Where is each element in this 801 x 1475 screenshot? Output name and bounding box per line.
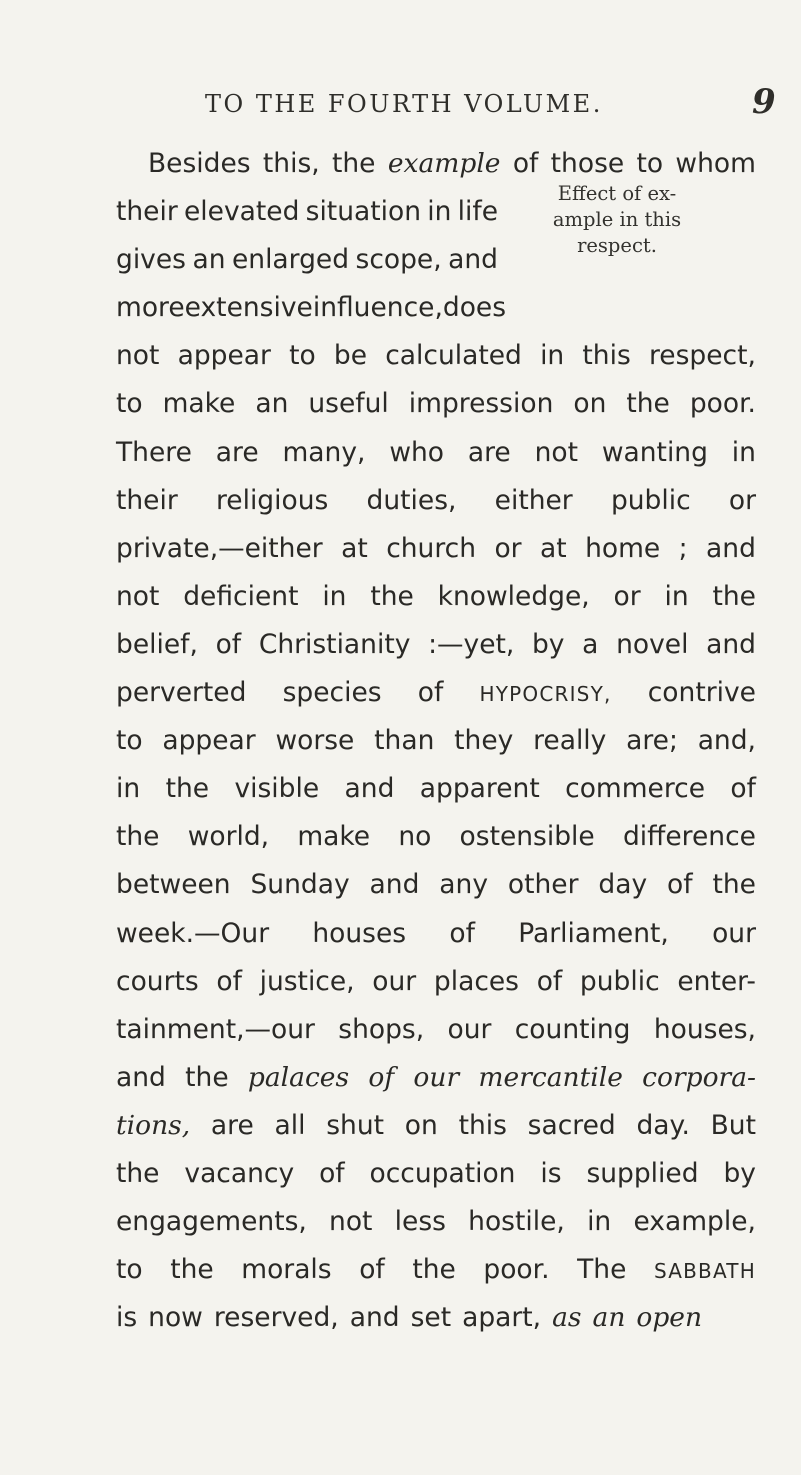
text-line [116, 1246, 756, 1294]
word: on [573, 388, 607, 420]
word: deficient [183, 580, 299, 612]
word: our [447, 1013, 492, 1045]
word: in [731, 436, 756, 468]
word: of [667, 869, 693, 901]
word: the [370, 580, 414, 612]
word: and [706, 628, 756, 660]
word: worse [275, 725, 355, 757]
word: apart, [462, 1302, 542, 1334]
word: counting [514, 1013, 631, 1045]
word: contrive [647, 677, 756, 709]
word: situation [305, 196, 421, 228]
margin-note-line: ample in this [552, 208, 682, 231]
word: in [427, 196, 452, 228]
word: be [333, 340, 368, 372]
word: those [550, 148, 625, 179]
word: are [215, 436, 259, 468]
word: all [274, 1109, 306, 1141]
word: calculated [385, 340, 522, 372]
word: SABBATH [653, 1259, 756, 1284]
text-line [116, 477, 756, 525]
margin-note-line: Effect of ex- [557, 182, 677, 205]
word: gives [116, 244, 186, 276]
word: knowledge, [437, 580, 590, 612]
word: occupation [369, 1157, 516, 1189]
word: courts [116, 965, 199, 997]
word: and [448, 244, 498, 276]
word: an [592, 1302, 626, 1334]
word: engagements, [116, 1206, 307, 1238]
word: not [329, 1206, 373, 1238]
word: useful [308, 388, 389, 420]
word: difference [622, 821, 756, 853]
word: extensive [184, 292, 313, 324]
text-line [116, 1150, 756, 1198]
word: and [349, 1302, 400, 1334]
word: this [582, 340, 631, 372]
word: duties, [366, 484, 457, 516]
word: :—yet, [428, 628, 515, 660]
word: make [162, 388, 236, 420]
text-line [116, 765, 756, 813]
word: of [216, 965, 242, 997]
word: in [664, 580, 689, 612]
word: shops, [338, 1013, 425, 1045]
text-line [116, 573, 756, 621]
word: impression [408, 388, 554, 420]
word: in [540, 340, 565, 372]
word: their [116, 484, 178, 516]
word: world, [187, 821, 270, 853]
word: hostile, [468, 1206, 565, 1238]
word: any [439, 869, 488, 901]
text-line [116, 140, 756, 188]
word: between [116, 869, 231, 901]
margin-note-line: respect. [577, 234, 657, 257]
word: places [433, 965, 519, 997]
word: enter- [677, 965, 756, 997]
word: more [116, 292, 185, 324]
word: to [116, 388, 143, 420]
text-line [116, 1054, 756, 1102]
word: either [494, 484, 573, 516]
word: reserved, [213, 1302, 339, 1334]
word: Sunday [250, 869, 350, 901]
word: in [322, 580, 347, 612]
word: the [165, 773, 210, 805]
text-line [116, 1198, 756, 1246]
word: commerce [565, 773, 706, 805]
word: of [359, 1254, 385, 1286]
word: are; [626, 725, 678, 757]
word: There [116, 436, 192, 468]
word: private,—either [116, 532, 323, 564]
word: whom [675, 148, 756, 179]
word: example, [633, 1206, 756, 1238]
word: of [319, 1157, 345, 1189]
page-header [205, 76, 776, 126]
word: an [255, 388, 289, 420]
word: of [417, 677, 444, 709]
word: morals [241, 1254, 332, 1286]
word: of [215, 628, 242, 660]
word: ostensible [459, 821, 595, 853]
word: of [512, 148, 539, 179]
word: palaces [247, 1061, 350, 1093]
word: are [467, 436, 511, 468]
text-line [116, 1006, 756, 1054]
word: in [116, 773, 141, 805]
word: who [389, 436, 444, 468]
word: justice, [259, 965, 355, 997]
word: in [587, 1206, 612, 1238]
word: set [410, 1302, 452, 1334]
word: other [507, 869, 579, 901]
word: corpora- [642, 1061, 756, 1093]
word: are [210, 1109, 254, 1141]
text-line [116, 1102, 756, 1150]
word: the [332, 148, 376, 179]
word: and [116, 1061, 166, 1093]
word: at [341, 532, 368, 564]
word: less [394, 1206, 446, 1238]
word: day. [636, 1109, 690, 1141]
text-line [116, 332, 756, 380]
word: Christianity [258, 628, 411, 660]
word: on [404, 1109, 438, 1141]
word: and [344, 773, 395, 805]
text-line [116, 621, 756, 669]
word: open [636, 1302, 703, 1334]
word: tainment,—our [116, 1013, 315, 1045]
text-line [116, 1294, 756, 1342]
word: of [449, 917, 475, 949]
word: they [454, 725, 514, 757]
word: and [369, 869, 420, 901]
word: to [116, 1254, 143, 1286]
word: of [536, 965, 563, 997]
word: perverted [116, 677, 247, 709]
text-line [116, 958, 756, 1006]
word: the [412, 1254, 456, 1286]
word: and, [697, 725, 756, 757]
text-line [116, 284, 507, 332]
word: their [116, 196, 178, 228]
word: or [613, 580, 641, 612]
word: of [730, 773, 756, 805]
word: or [728, 484, 756, 516]
word: does [442, 292, 507, 324]
word: wanting [601, 436, 708, 468]
word: not [534, 436, 578, 468]
word: public [610, 484, 691, 516]
word: a [582, 628, 599, 660]
word: and [706, 532, 756, 564]
word: ; [678, 532, 688, 564]
word: many, [282, 436, 366, 468]
word: visible [234, 773, 320, 805]
word: mercantile [478, 1061, 623, 1093]
word: vacancy [184, 1157, 295, 1189]
word: houses, [653, 1013, 756, 1045]
word: our [413, 1061, 460, 1093]
word: of [368, 1061, 395, 1093]
word: the [185, 1061, 229, 1093]
word: at [540, 532, 567, 564]
text-line [116, 236, 498, 284]
word: appear [162, 725, 256, 757]
word: Parliament, [518, 917, 669, 949]
word: poor. [483, 1254, 550, 1286]
word: our [372, 965, 417, 997]
word: to [289, 340, 316, 372]
word: religious [215, 484, 329, 516]
text-line [116, 717, 756, 765]
word: this, [262, 148, 320, 179]
text-line [116, 861, 756, 909]
word: the [170, 1254, 214, 1286]
word: Besides [148, 148, 251, 179]
text-line [116, 910, 756, 958]
body-text [116, 140, 756, 1342]
text-line [116, 429, 756, 477]
word: public [579, 965, 660, 997]
text-line [116, 188, 498, 236]
word: is [540, 1157, 562, 1189]
text-line [116, 525, 756, 573]
word: the [116, 1157, 160, 1189]
word: sacred [527, 1109, 616, 1141]
word: life [457, 196, 498, 228]
text-line [116, 813, 756, 861]
word: novel [616, 628, 689, 660]
word: an [192, 244, 226, 276]
word: or [494, 532, 522, 564]
word: supplied [586, 1157, 699, 1189]
word: church [386, 532, 477, 564]
word: make [297, 821, 371, 853]
word: the [712, 869, 756, 901]
word: But [710, 1109, 756, 1141]
word: influence, [312, 292, 443, 324]
word: by [723, 1157, 756, 1189]
word: day [598, 869, 648, 901]
word: week.—Our [116, 917, 270, 949]
word: this [458, 1109, 507, 1141]
word: example [387, 148, 501, 179]
word: houses [312, 917, 407, 949]
word: now [148, 1302, 203, 1334]
word: than [374, 725, 435, 757]
word: The [577, 1254, 627, 1286]
word: apparent [419, 773, 540, 805]
word: the [116, 821, 160, 853]
running-head: TO THE FOURTH VOLUME. [205, 90, 603, 118]
word: appear [177, 340, 271, 372]
word: enlarged [231, 244, 350, 276]
word: our [712, 917, 756, 949]
text-line [116, 669, 756, 717]
word: elevated [183, 196, 300, 228]
word: the [626, 388, 670, 420]
word: species [282, 677, 382, 709]
word: scope, [355, 244, 442, 276]
page-number: 9 [752, 82, 776, 122]
word: really [533, 725, 607, 757]
word: home [585, 532, 661, 564]
word: to [636, 148, 664, 179]
word: poor. [689, 388, 756, 420]
word: no [398, 821, 432, 853]
word: not [116, 340, 160, 372]
word: as [552, 1302, 582, 1334]
word: tions, [116, 1109, 191, 1141]
text-line [116, 380, 756, 428]
word: by [531, 628, 565, 660]
word: is [116, 1302, 138, 1334]
word: to [116, 725, 143, 757]
word: the [712, 580, 756, 612]
word: belief, [116, 628, 198, 660]
word: respect, [648, 340, 756, 372]
word: shut [326, 1109, 385, 1141]
word: HYPOCRISY, [479, 682, 612, 707]
word: not [116, 580, 160, 612]
